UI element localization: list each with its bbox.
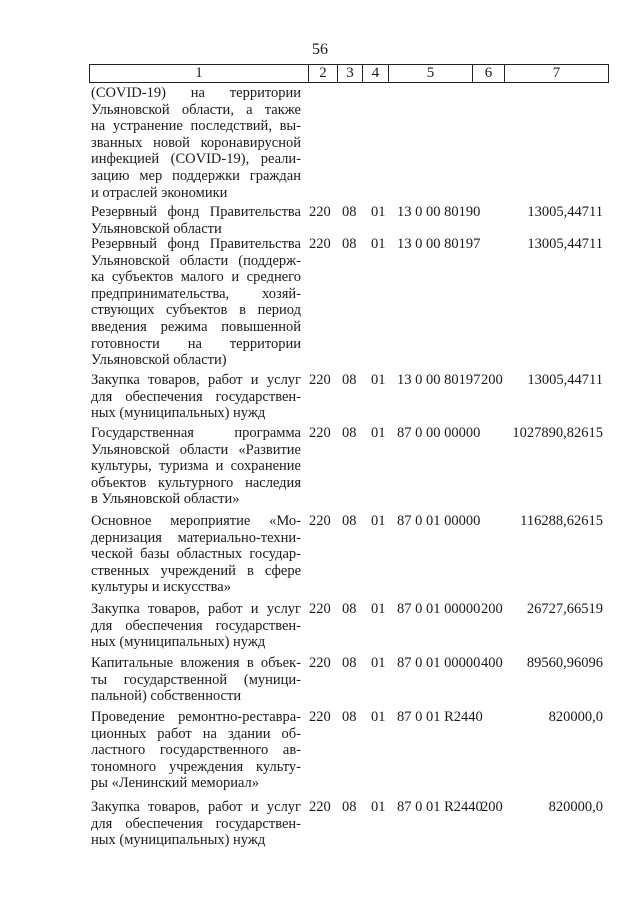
description-line: Государственная программа	[91, 425, 301, 441]
description-line: Ульяновской области, а также	[91, 101, 301, 118]
admin-code-cell: 220	[309, 655, 331, 671]
expense-type-cell: 200	[481, 601, 503, 617]
section-cell: 08	[342, 601, 357, 617]
description-line: Резервный фонд Правительства	[91, 236, 301, 252]
table-row	[91, 425, 611, 508]
table-row	[91, 799, 611, 849]
description-line: для обеспечения государствен-	[91, 388, 301, 405]
subsection-cell: 01	[371, 204, 386, 220]
description-line: Закупка товаров, работ и услуг	[91, 372, 301, 388]
target-article-cell: 13 0 00 80190	[397, 204, 481, 220]
table-row	[91, 709, 611, 792]
description-line: для обеспечения государствен-	[91, 617, 301, 634]
admin-code-cell: 220	[309, 236, 331, 252]
amount-cell: 13005,44711	[527, 372, 603, 388]
column-header-2: 2	[309, 65, 338, 82]
description-line: Капитальные вложения в объек-	[91, 655, 301, 671]
description-line: ластного государственного ав-	[91, 742, 301, 759]
admin-code-cell: 220	[309, 513, 331, 529]
admin-code-cell: 220	[309, 709, 331, 725]
section-cell: 08	[342, 204, 357, 220]
table-row	[91, 655, 611, 705]
amount-cell: 1027890,82615	[512, 425, 603, 441]
amount-cell: 820000,0	[548, 709, 603, 725]
description-line: ционных работ на здании об-	[91, 725, 301, 742]
page-number: 56	[312, 41, 328, 58]
column-header-6: 6	[473, 65, 505, 82]
subsection-cell: 01	[371, 425, 386, 441]
target-article-cell: 13 0 00 80197	[397, 372, 481, 388]
description-line: пальной) собственности	[91, 688, 242, 705]
description-line: (COVID-19) на территории	[91, 85, 301, 101]
description-line: ка субъектов малого и среднего	[91, 269, 301, 286]
table-row	[91, 513, 611, 596]
subsection-cell: 01	[371, 799, 386, 815]
subsection-cell: 01	[371, 655, 386, 671]
expense-type-cell: 400	[481, 655, 503, 671]
column-header-4: 4	[363, 65, 389, 82]
description-line: Проведение ремонтно-реставра-	[91, 709, 301, 725]
target-article-cell: 87 0 01 R2440	[397, 799, 483, 815]
admin-code-cell: 220	[309, 601, 331, 617]
description-line: объектов культурного наследия	[91, 474, 301, 491]
amount-cell: 116288,62615	[520, 513, 603, 529]
section-cell: 08	[342, 709, 357, 725]
target-article-cell: 87 0 01 00000	[397, 513, 481, 529]
description-line: культуры, туризма и сохранение	[91, 458, 301, 475]
column-header-1: 1	[90, 65, 309, 82]
description-line: зацию мер поддержки граждан	[91, 167, 301, 184]
section-cell: 08	[342, 425, 357, 441]
section-cell: 08	[342, 655, 357, 671]
table-header	[89, 64, 609, 83]
amount-cell: 13005,44711	[527, 236, 603, 252]
section-cell: 08	[342, 236, 357, 252]
admin-code-cell: 220	[309, 372, 331, 388]
description-line: введения режима повышенной	[91, 318, 301, 335]
column-header-7: 7	[552, 65, 561, 81]
column-header-3: 3	[338, 65, 363, 82]
description-line: Ульяновской области)	[91, 352, 227, 369]
subsection-cell: 01	[371, 372, 386, 388]
description-line: тономного учреждения культу-	[91, 758, 301, 775]
row-description	[91, 236, 301, 369]
amount-cell: 820000,0	[548, 799, 603, 815]
description-line: в Ульяновской области»	[91, 491, 240, 508]
subsection-cell: 01	[371, 601, 386, 617]
description-line: Закупка товаров, работ и услуг	[91, 601, 301, 617]
description-line: Закупка товаров, работ и услуг	[91, 799, 301, 815]
description-line: готовности на территории	[91, 335, 301, 352]
description-line: ных (муниципальных) нужд	[91, 405, 266, 422]
target-article-cell: 87 0 01 00000	[397, 601, 481, 617]
subsection-cell: 01	[371, 513, 386, 529]
row-description	[91, 85, 301, 201]
description-line: на устранение последствий, вы-	[91, 118, 301, 135]
row-description	[91, 204, 301, 237]
subsection-cell: 01	[371, 236, 386, 252]
description-line: ческой базы областных государ-	[91, 546, 301, 563]
description-line: ствующих субъектов в период	[91, 302, 301, 319]
amount-cell: 89560,96096	[526, 655, 603, 671]
description-line: для обеспечения государствен-	[91, 815, 301, 832]
admin-code-cell: 220	[309, 799, 331, 815]
description-line: званных новой коронавирусной	[91, 134, 301, 151]
admin-code-cell: 220	[309, 425, 331, 441]
row-description	[91, 655, 301, 705]
description-line: Ульяновской области «Развитие	[91, 441, 301, 458]
column-header-5: 5	[389, 65, 473, 82]
description-line: ственных учреждений в сфере	[91, 562, 301, 579]
row-description	[91, 372, 301, 422]
amount-cell: 26727,66519	[526, 601, 603, 617]
row-description	[91, 513, 301, 596]
expense-type-cell: 200	[481, 799, 503, 815]
subsection-cell: 01	[371, 709, 386, 725]
description-line: ных (муниципальных) нужд	[91, 634, 266, 651]
description-line: дернизация материально-техни-	[91, 529, 301, 546]
description-line: Основное мероприятие «Мо-	[91, 513, 301, 529]
table-row	[91, 236, 611, 369]
target-article-cell: 87 0 00 00000	[397, 425, 481, 441]
table-row	[91, 601, 611, 651]
target-article-cell: 13 0 00 80197	[397, 236, 481, 252]
row-description	[91, 601, 301, 651]
row-description	[91, 425, 301, 508]
admin-code-cell: 220	[309, 204, 331, 220]
description-line: ных (муниципальных) нужд	[91, 832, 266, 849]
description-line: ты государственной (муници-	[91, 671, 301, 688]
description-line: Резервный фонд Правительства	[91, 204, 301, 220]
section-cell: 08	[342, 513, 357, 529]
row-description	[91, 709, 301, 792]
description-line: культуры и искусства»	[91, 579, 231, 596]
target-article-cell: 87 0 01 00000	[397, 655, 481, 671]
section-cell: 08	[342, 372, 357, 388]
row-description	[91, 799, 301, 849]
table-row	[91, 204, 611, 237]
table-row	[91, 85, 611, 201]
description-line: инфекцией (COVID-19), реали-	[91, 151, 301, 168]
description-line: предпринимательства, хозяй-	[91, 285, 301, 302]
table-row	[91, 372, 611, 422]
amount-cell: 13005,44711	[527, 204, 603, 220]
description-line: Ульяновской области (поддерж-	[91, 252, 301, 269]
target-article-cell: 87 0 01 R2440	[397, 709, 483, 725]
description-line: Ульяновской области	[91, 220, 222, 237]
expense-type-cell: 200	[481, 372, 503, 388]
description-line: ры «Ленинский мемориал»	[91, 775, 260, 792]
section-cell: 08	[342, 799, 357, 815]
description-line: и отраслей экономики	[91, 184, 228, 201]
